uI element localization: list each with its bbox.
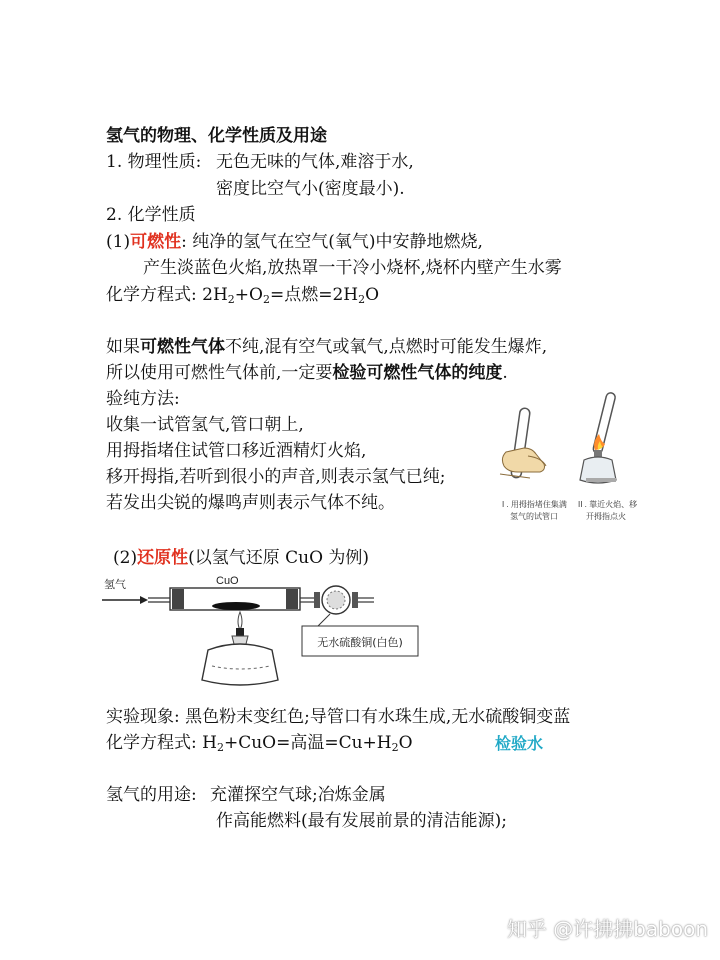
cuo-label: CuO xyxy=(216,575,239,587)
uses-label: 氢气的用途: xyxy=(106,785,197,805)
caption-2b: 开拇指点火 xyxy=(586,512,626,521)
phenomenon: 实验现象: 黑色粉末变红色;导管口有水珠生成,无水硫酸铜变蓝 xyxy=(106,707,571,727)
cuso4-label: 无水硫酸铜(白色) xyxy=(317,636,403,649)
watermark: 知乎 @许拂拂baboon xyxy=(506,917,708,941)
equation-2: 化学方程式: $H_2+CuO=$高温$=Cu+H_2O$ xyxy=(106,733,413,754)
purity-line3: 验纯方法: xyxy=(106,389,180,409)
chemical-label: 2. 化学性质 xyxy=(106,205,196,225)
equation-1: 化学方程式: $2H_2+O_2=$点燃$=2H_2O$ xyxy=(106,285,380,306)
reduction-title: (2)还原性(以氢气还原 CuO 为例) xyxy=(113,548,370,568)
purity-line7: 若发出尖锐的爆鸣声则表示气体不纯。 xyxy=(106,493,395,513)
purity-line4: 收集一试管氢气,管口朝上, xyxy=(106,415,304,435)
caption-1b: 氢气的试管口 xyxy=(510,512,558,521)
cuo-powder xyxy=(212,602,260,610)
combust-prefix: (1) xyxy=(106,232,131,252)
uses-line2: 作高能燃料(最有发展前景的清洁能源); xyxy=(216,811,507,831)
purity-line6: 移开拇指,若听到很小的声音,则表示氢气已纯; xyxy=(106,467,446,487)
combust-line2: 产生淡蓝色火焰,放热罩一干冷小烧杯,烧杯内壁产生水雾 xyxy=(143,258,562,278)
test-tube-hand-icon xyxy=(500,408,546,479)
reduction-apparatus-figure xyxy=(100,570,440,700)
uses-line1: 充灌探空气球;冶炼金属 xyxy=(210,785,386,805)
purity-test-figure xyxy=(488,390,648,535)
combust-label: 可燃性 xyxy=(130,232,182,252)
h2-label: 氢气 xyxy=(104,578,126,591)
purity-line1: 如果可燃性气体不纯,混有空气或氧气,点燃时可能发生爆炸, xyxy=(106,337,548,357)
alcohol-lamp-icon xyxy=(202,644,278,685)
caption-1a: I . 用拇指堵住集满 xyxy=(502,500,567,509)
purity-line5: 用拇指堵住试管口移近酒精灯火焰, xyxy=(106,441,367,461)
lamp-wick-icon xyxy=(236,628,244,636)
combust-text: : 纯净的氢气在空气(氧气)中安静地燃烧, xyxy=(181,232,483,252)
water-test-tag: 检验水 xyxy=(495,734,544,753)
caption-2a: II . 靠近火焰、移 xyxy=(578,500,638,509)
lamp-flame-icon xyxy=(580,392,616,483)
physical-line2: 密度比空气小(密度最小). xyxy=(216,179,405,199)
physical-label: 1. 物理性质: xyxy=(106,152,202,172)
page-title: 氢气的物理、化学性质及用途 xyxy=(106,126,327,146)
purity-line2: 所以使用可燃性气体前,一定要检验可燃性气体的纯度. xyxy=(106,363,508,383)
combust-line1 xyxy=(106,231,483,253)
physical-line1: 无色无味的气体,难溶于水, xyxy=(216,152,414,172)
